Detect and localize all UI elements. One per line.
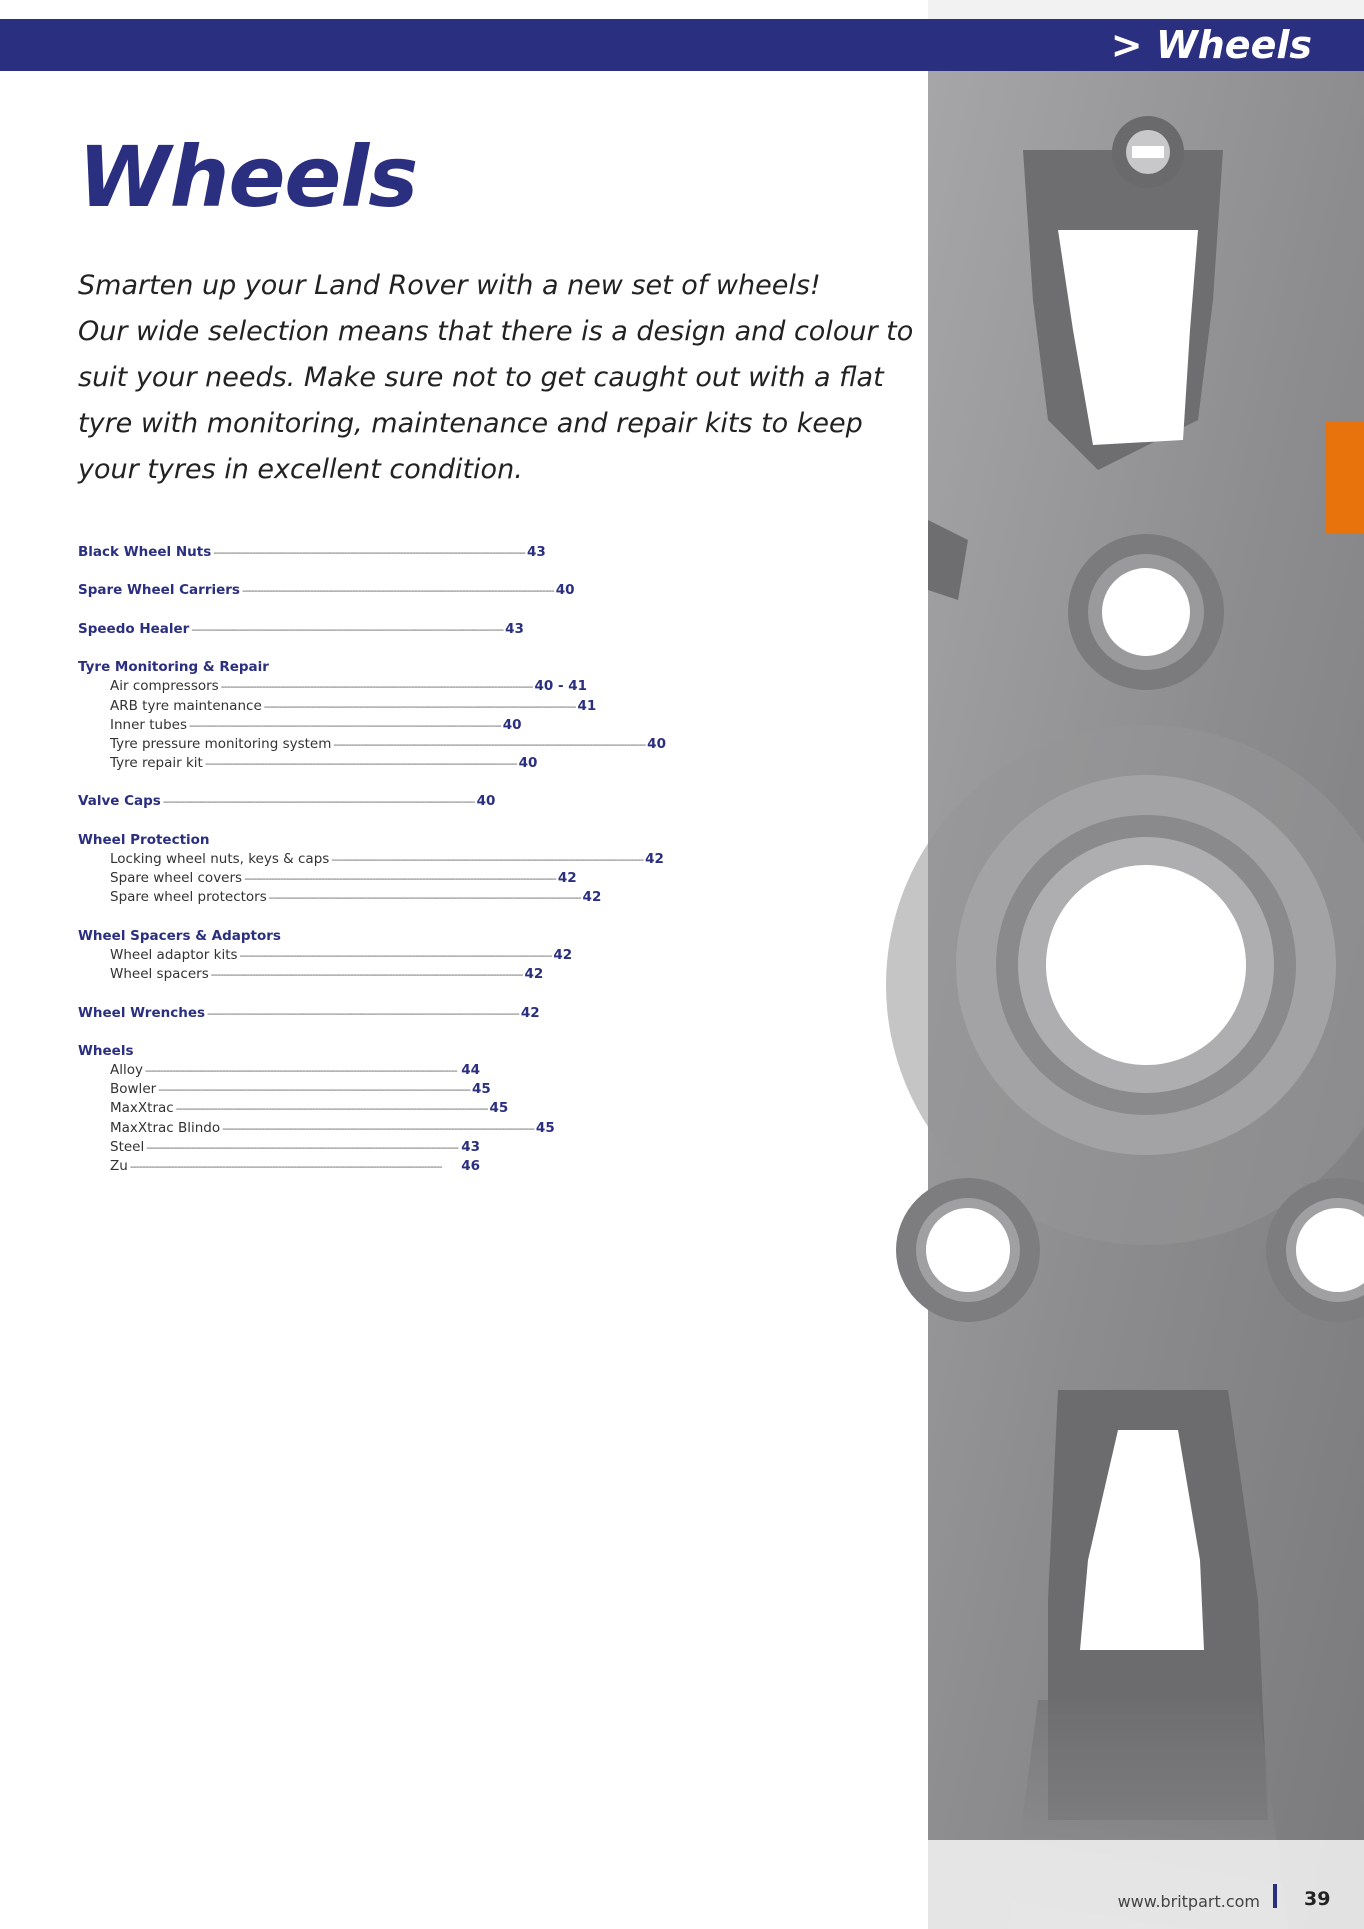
toc-label: Tyre repair kit bbox=[110, 755, 203, 772]
toc-label: Zu bbox=[110, 1158, 128, 1174]
toc-entry-steel[interactable]: Steel --------------------------------------------------------------------------------------------------------- 43 bbox=[78, 1138, 480, 1157]
footer-divider bbox=[1273, 1884, 1277, 1908]
toc-label: Locking wheel nuts, keys & caps bbox=[110, 851, 330, 867]
toc-entry-arb-tyre-maintenance[interactable]: ARB tyre maintenance --------------------------------------------------------------------------------------------------------- 41 bbox=[78, 697, 480, 716]
toc-label: Black Wheel Nuts bbox=[78, 544, 212, 560]
toc-entry-locking-wheel-nuts[interactable]: Locking wheel nuts, keys & caps --------------------------------------------------------------------------------------------------------- 42 bbox=[78, 850, 480, 869]
toc-page: 42 bbox=[524, 966, 544, 983]
toc-entry-spare-wheel-covers[interactable]: Spare wheel covers --------------------------------------------------------------------------------------------------------- 42 bbox=[78, 869, 480, 888]
toc-page: 40 bbox=[502, 716, 522, 733]
toc-entry-black-wheel-nuts[interactable]: Black Wheel Nuts --------------------------------------------------------------------------------------------------------- 43 bbox=[78, 543, 480, 562]
toc-entry-wheel-spacers[interactable]: Wheel spacers --------------------------------------------------------------------------------------------------------- 42 bbox=[78, 965, 480, 984]
intro-text bbox=[78, 263, 918, 493]
toc-label: Spare Wheel Carriers bbox=[78, 582, 240, 599]
toc-page: 42 bbox=[557, 870, 577, 887]
toc-page: 40 bbox=[476, 793, 496, 810]
page-title: Wheels bbox=[78, 128, 418, 226]
toc-label: MaxXtrac Blindo bbox=[110, 1119, 221, 1136]
toc-entry-spare-wheel-protectors[interactable]: Spare wheel protectors --------------------------------------------------------------------------------------------------------- 42 bbox=[78, 888, 480, 907]
toc-entry-maxxtrac-blindo[interactable]: MaxXtrac Blindo --------------------------------------------------------------------------------------------------------- 45 bbox=[78, 1119, 480, 1138]
toc-entry-inner-tubes[interactable]: Inner tubes --------------------------------------------------------------------------------------------------------- 40 bbox=[78, 716, 480, 735]
toc-label: Wheel spacers bbox=[110, 966, 209, 983]
toc-page: 46 bbox=[461, 1158, 480, 1174]
page-number: 39 bbox=[1304, 1888, 1331, 1910]
toc-entry-wheel-adaptor-kits[interactable]: Wheel adaptor kits --------------------------------------------------------------------------------------------------------- 42 bbox=[78, 946, 480, 965]
toc-page: 42 bbox=[520, 1004, 540, 1021]
toc-entry-maxxtrac[interactable]: MaxXtrac --------------------------------------------------------------------------------------------------------- 45 bbox=[78, 1099, 480, 1118]
toc-label: Wheel adaptor kits bbox=[110, 946, 238, 963]
toc-label: Tyre pressure monitoring system bbox=[110, 735, 332, 752]
toc-page: 41 bbox=[577, 697, 597, 714]
toc-page: 42 bbox=[582, 889, 602, 906]
toc-label: Bowler bbox=[110, 1081, 157, 1098]
toc-entry-alloy[interactable]: Alloy --------------------------------------------------------------------------------------------------------- 44 bbox=[78, 1061, 480, 1080]
table-of-contents bbox=[78, 543, 666, 1195]
footer-url[interactable]: www.britpart.com bbox=[1117, 1892, 1260, 1911]
toc-label: Air compressors bbox=[110, 678, 219, 695]
toc-page: 44 bbox=[461, 1062, 480, 1079]
toc-entry-zu[interactable]: Zu --------------------------------------------------------------------------------------------------------- 46 bbox=[78, 1157, 480, 1176]
toc-entry-tpms[interactable]: Tyre pressure monitoring system --------------------------------------------------------------------------------------------------------- 40 bbox=[78, 735, 480, 754]
toc-label: Inner tubes bbox=[110, 716, 187, 733]
toc-heading: Wheel Spacers & Adaptors bbox=[78, 927, 281, 944]
toc-label: Alloy bbox=[110, 1062, 143, 1079]
intro-line: Smarten up your Land Rover with a new set of wheels! bbox=[78, 270, 821, 301]
toc-page: 40 bbox=[518, 755, 538, 772]
section-label: > Wheels bbox=[1110, 23, 1312, 67]
toc-page: 45 bbox=[471, 1081, 491, 1098]
toc-entry-spare-wheel-carriers[interactable]: Spare Wheel Carriers --------------------------------------------------------------------------------------------------------- 40 bbox=[78, 581, 480, 600]
toc-page: 45 bbox=[489, 1100, 509, 1117]
toc-entry-bowler[interactable]: Bowler --------------------------------------------------------------------------------------------------------- 45 bbox=[78, 1080, 480, 1099]
toc-entry-speedo-healer[interactable]: Speedo Healer --------------------------------------------------------------------------------------------------------- 43 bbox=[78, 620, 480, 639]
toc-heading: Wheels bbox=[78, 1042, 134, 1059]
toc-label: Spare wheel covers bbox=[110, 870, 243, 887]
toc-label: Steel bbox=[110, 1138, 145, 1155]
toc-label: Spare wheel protectors bbox=[110, 889, 267, 906]
toc-entry-air-compressors[interactable]: Air compressors --------------------------------------------------------------------------------------------------------- 40 - 41 bbox=[78, 677, 480, 696]
toc-page: 43 bbox=[505, 620, 524, 637]
section-tab bbox=[1325, 422, 1364, 533]
toc-entry-valve-caps[interactable]: Valve Caps --------------------------------------------------------------------------------------------------------- 40 bbox=[78, 792, 480, 811]
intro-line: Our wide selection means that there is a design and colour to suit your needs. Make sure not to get caught out with a flat tyre with monitoring, maintenance and repair kits to keep your tyres in excellent condition. bbox=[78, 316, 914, 485]
toc-page: 45 bbox=[535, 1119, 555, 1136]
toc-page: 40 bbox=[555, 582, 575, 599]
toc-entry-wheel-wrenches[interactable]: Wheel Wrenches --------------------------------------------------------------------------------------------------------- 42 bbox=[78, 1004, 480, 1023]
toc-label: Speedo Healer bbox=[78, 620, 190, 637]
toc-label: ARB tyre maintenance bbox=[110, 697, 262, 714]
toc-page: 43 bbox=[527, 544, 546, 560]
toc-heading: Wheel Protection bbox=[78, 831, 210, 848]
toc-page: 40 bbox=[647, 735, 666, 752]
toc-page: 43 bbox=[461, 1138, 480, 1155]
toc-heading: Tyre Monitoring & Repair bbox=[78, 659, 269, 676]
wheel-photo bbox=[928, 0, 1364, 1929]
toc-entry-tyre-repair-kit[interactable]: Tyre repair kit --------------------------------------------------------------------------------------------------------- 40 bbox=[78, 754, 480, 773]
toc-page: 40 - 41 bbox=[534, 678, 588, 695]
toc-page: 42 bbox=[553, 946, 573, 963]
toc-label: MaxXtrac bbox=[110, 1100, 174, 1117]
toc-label: Wheel Wrenches bbox=[78, 1004, 206, 1021]
toc-page: 42 bbox=[645, 851, 664, 867]
toc-label: Valve Caps bbox=[78, 793, 161, 810]
